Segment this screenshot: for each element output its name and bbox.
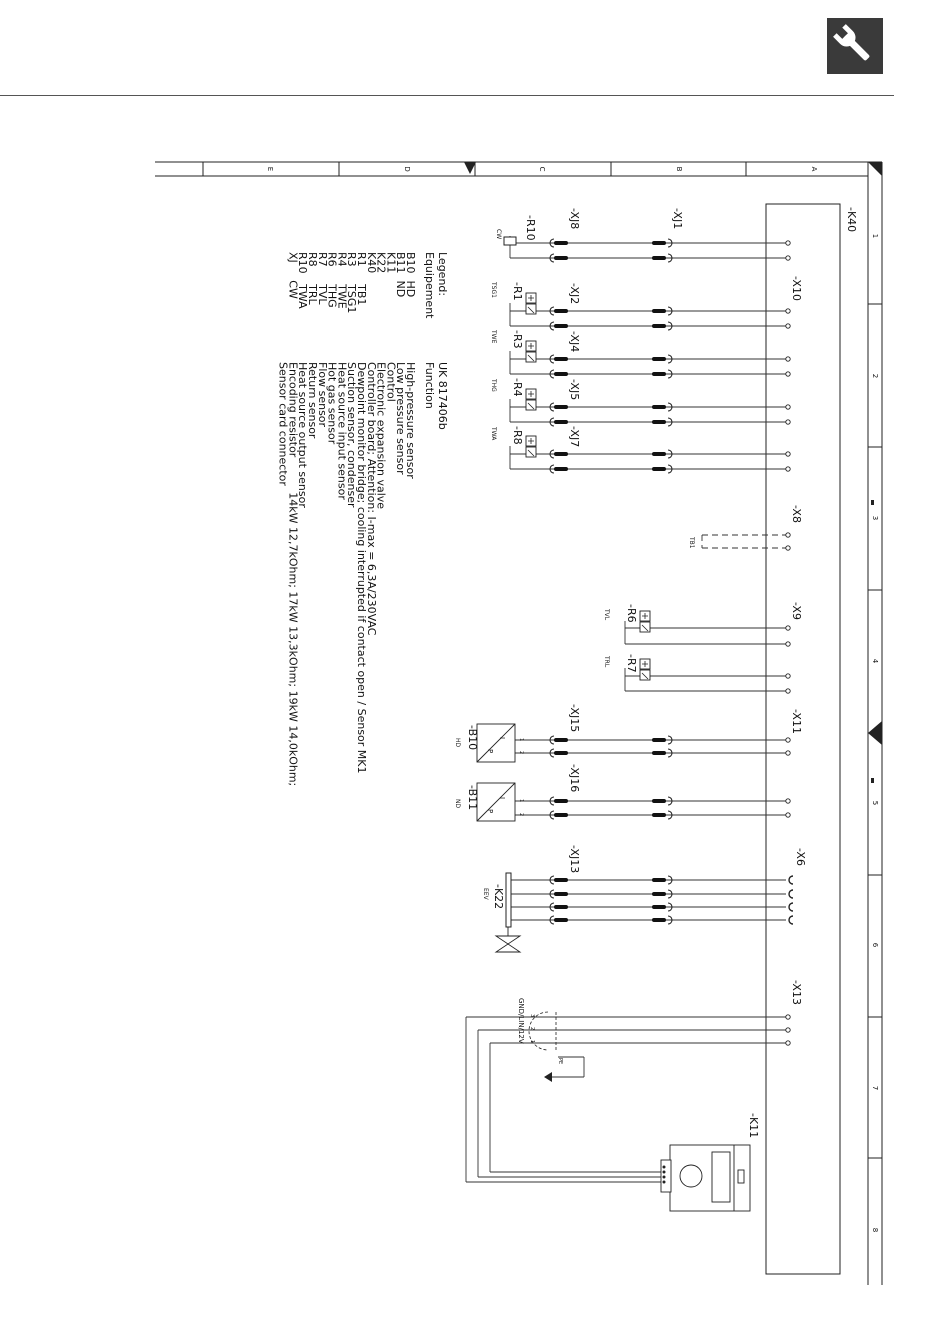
frame-center-mark-right <box>868 721 882 745</box>
r6-label: -R6 <box>625 604 638 623</box>
column-label-4: 4 <box>871 658 879 664</box>
terminal-label-x6: -X6 <box>794 848 807 866</box>
terminal-label-xj7: -XJ7 <box>568 426 581 448</box>
legend-code: XJ CW <box>286 252 300 299</box>
legend-function: Return sensor <box>306 362 319 439</box>
row-label-e: E <box>266 166 274 172</box>
x13-pin-block <box>529 1012 556 1050</box>
legend-code: R3 TSG1 <box>345 252 359 314</box>
b10-pressure-sensor <box>477 724 515 762</box>
b11-code: ND <box>454 799 461 809</box>
row-label-b: B <box>675 166 683 172</box>
legend-function: Low pressure sensor <box>394 362 408 475</box>
column-label-7: 7 <box>871 1085 879 1091</box>
legend-codes <box>286 252 417 313</box>
frame-center-mark-top <box>464 162 476 174</box>
b10-label: -B10 <box>466 725 479 751</box>
terminal-label-xj16: -XJ16 <box>568 764 581 793</box>
legend-function: Sensor card connector <box>276 362 290 486</box>
terminal-label-xj2: -XJ2 <box>568 283 581 305</box>
r1-label: -R1 <box>511 282 524 301</box>
controller-label: -K40 <box>845 207 858 233</box>
r4-code: THG <box>490 379 497 392</box>
k11-label: -K11 <box>747 1113 760 1139</box>
legend-code: R4 TWE <box>335 252 349 309</box>
legend-code: R10 TWA <box>296 252 310 309</box>
column-label-2: 2 <box>871 373 879 379</box>
legend-code: R8 TRL <box>306 252 319 305</box>
legend-code: R6 THG <box>325 252 339 308</box>
legend-code: K40 <box>364 252 378 274</box>
b11-pin-1: 1 <box>518 799 524 803</box>
b11-pin-2: 2 <box>518 813 524 817</box>
x13-pin-3: 3 <box>529 1014 535 1018</box>
row-label-d: D <box>403 166 411 172</box>
terminal-label-x9: -X9 <box>790 602 803 620</box>
terminal-pins <box>786 241 790 1045</box>
legend-equipment-header: Equipement <box>423 252 436 319</box>
legend-code: B10 HD <box>404 252 417 298</box>
frame-tick-3 <box>871 500 874 505</box>
legend-function: Controller board; Attention: I-max = 6,3A/230VAC <box>364 362 378 636</box>
legend-function: Flow sensor <box>315 362 329 428</box>
legend <box>277 252 449 786</box>
k11-control-unit <box>661 1145 750 1211</box>
legend-function: Dewpoint monitor bridge; cooling interrupted if contact open / Sensor MK1 <box>355 362 368 774</box>
r7-label: -R7 <box>625 654 638 673</box>
legend-title: Legend: <box>436 252 449 297</box>
r3-label: -R3 <box>511 330 524 349</box>
b10-i-glyph: I <box>498 737 506 740</box>
legend-function: Electronic expansion valve <box>374 362 388 510</box>
column-label-6: 6 <box>871 942 879 948</box>
r4-label: -R4 <box>511 378 524 397</box>
terminal-label-x13: -X13 <box>790 980 803 1005</box>
b10-p-glyph: P <box>486 749 494 754</box>
r10-label: -R10 <box>524 215 537 241</box>
terminal-label-xj13: -XJ13 <box>568 845 581 874</box>
b10-pin-2: 2 <box>518 751 524 755</box>
tb1-code: TB1 <box>688 537 695 549</box>
x13-pe-label: PE <box>557 1058 563 1065</box>
r6-code: TVL <box>603 609 610 621</box>
terminal-label-xj8: -XJ8 <box>568 208 581 230</box>
column-label-5: 5 <box>871 800 879 806</box>
tb1-dashed-wires <box>702 535 786 548</box>
legend-doc-number: UK 817406b <box>436 362 449 430</box>
pe-ground-arrow <box>544 1072 552 1082</box>
legend-code: R1 TB1 <box>355 252 368 306</box>
b10-pin-1: 1 <box>518 738 524 742</box>
legend-function: Suction sensor, condenser <box>345 362 359 508</box>
row-label-c: C <box>538 166 546 172</box>
legend-function: Hot gas sensor <box>325 362 339 445</box>
legend-code: B11 ND <box>394 252 408 298</box>
b11-i-glyph: I <box>498 797 506 800</box>
valve-icon <box>496 927 520 952</box>
r10-code: CW <box>495 229 502 240</box>
b11-p-glyph: P <box>486 809 494 814</box>
x13-signal-label: GND/LIN/12V <box>517 998 525 1044</box>
legend-functions <box>277 362 417 786</box>
legend-function: Encoding resistor 14kW 12,7kOhm; 17kW 13,3kOhm; 19kW 14,0kOhm; <box>286 362 300 787</box>
column-label-1: 1 <box>871 233 879 239</box>
x6-plug <box>789 876 793 924</box>
k22-code: EEV <box>482 888 489 900</box>
terminal-label-xj15: -XJ15 <box>568 704 581 733</box>
k22-valve-coil <box>506 873 511 927</box>
terminal-label-xj5: -XJ5 <box>568 379 581 401</box>
b11-pressure-sensor <box>477 783 515 821</box>
frame-tick-5 <box>871 778 874 783</box>
r7-code: TRL <box>603 656 610 668</box>
terminal-label-xj4: -XJ4 <box>568 331 581 353</box>
b10-code: HD <box>454 738 461 748</box>
terminal-label-x8: -X8 <box>790 505 803 523</box>
column-label-3: 3 <box>871 515 879 521</box>
legend-code: R7 TVL <box>315 252 329 305</box>
inline-plugs-b <box>654 243 664 920</box>
r10-resistor-symbol <box>504 237 516 245</box>
r3-code: TWE <box>490 330 497 344</box>
row-label-a: A <box>810 166 818 172</box>
b11-label: -B11 <box>466 785 479 811</box>
x13-pin-1: 1 <box>529 1040 535 1044</box>
terminal-label-x11: -X11 <box>790 709 803 734</box>
terminal-label-xj1: -XJ1 <box>671 208 684 230</box>
column-label-8: 8 <box>871 1227 879 1233</box>
legend-code: K11 <box>384 252 398 274</box>
legend-code: K22 <box>374 252 388 274</box>
inline-plugs-c <box>556 243 566 920</box>
controller-board <box>766 204 840 1274</box>
frame-corner-mark <box>868 162 882 176</box>
r1-code: TSG1 <box>490 282 497 298</box>
k22-label: -K22 <box>492 884 505 910</box>
legend-function: Heat source output sensor <box>296 362 310 508</box>
r8-code: TWA <box>490 427 497 441</box>
r8-label: -R8 <box>511 426 524 445</box>
x13-pin-2: 2 <box>529 1027 535 1031</box>
legend-function: Control <box>384 362 398 402</box>
legend-function-header: Function <box>423 362 436 409</box>
legend-function: High-pressure sensor <box>404 362 417 479</box>
legend-function: Heat source input sensor <box>335 362 349 500</box>
terminal-label-x10: -X10 <box>790 276 803 301</box>
